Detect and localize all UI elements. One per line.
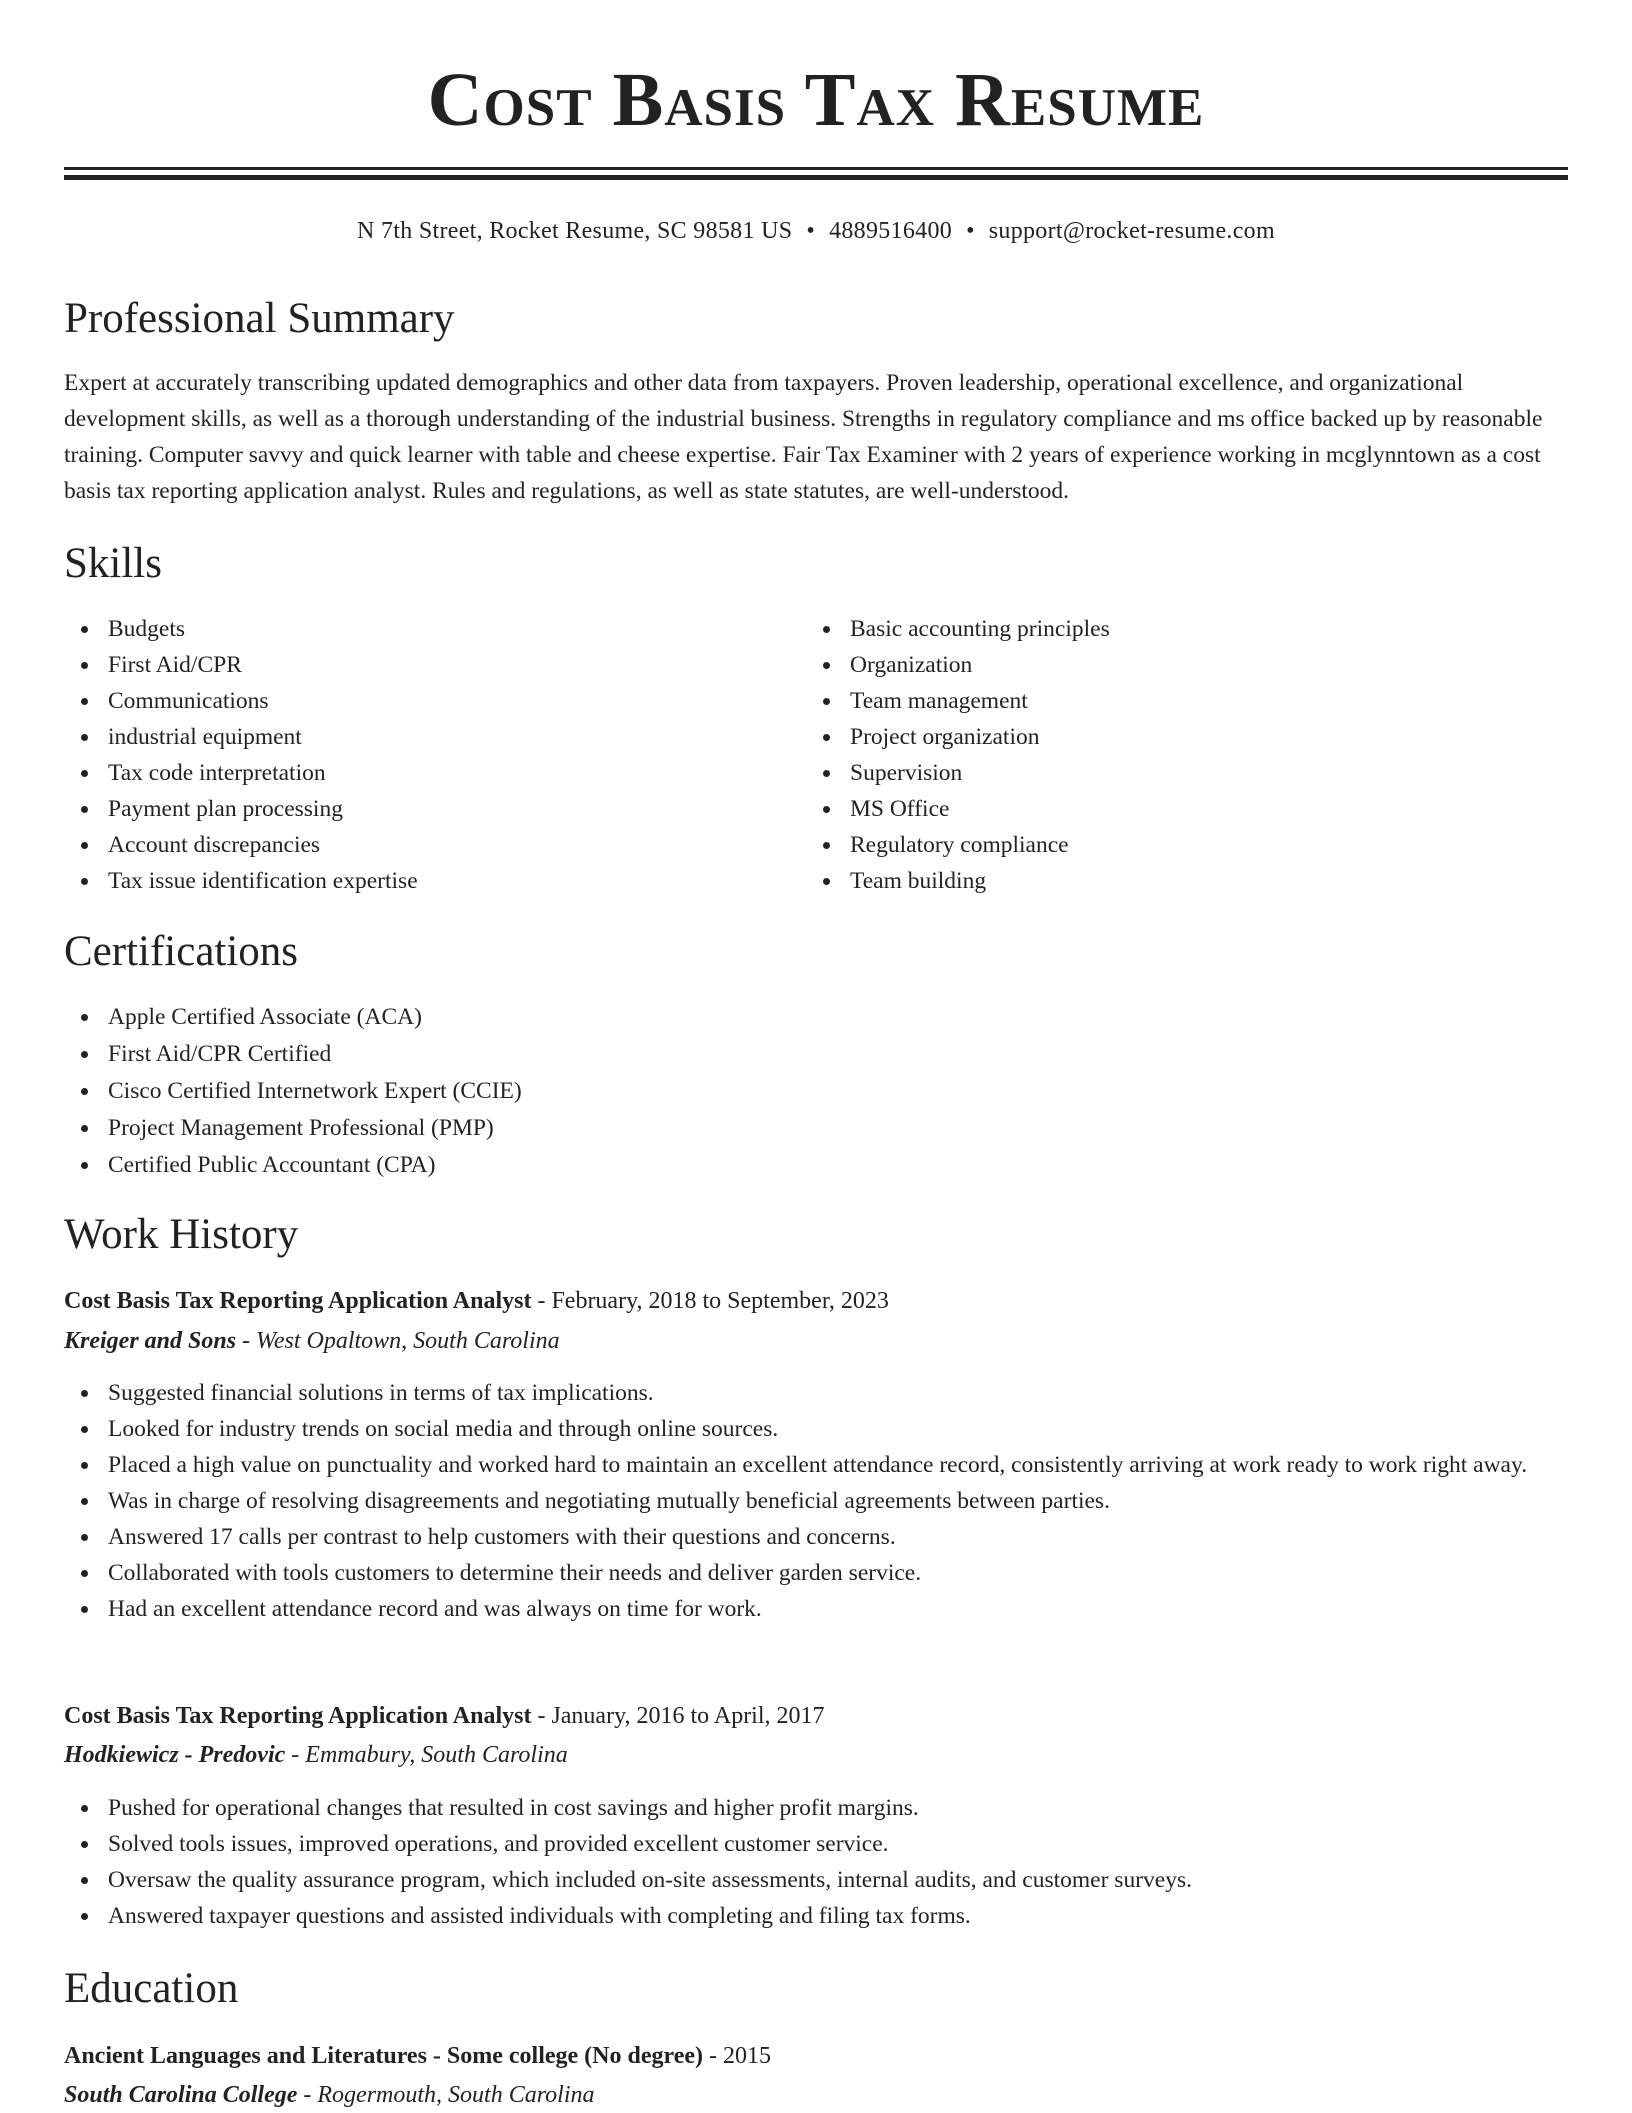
- certifications-heading: Certifications: [64, 928, 299, 975]
- skills-heading: Skills: [64, 540, 162, 587]
- skill-item: Payment plan processing: [64, 791, 784, 827]
- skill-item: First Aid/CPR: [64, 647, 784, 683]
- job-location: Emmabury, South Carolina: [305, 1742, 568, 1768]
- job-bullet: Answered 17 calls per contrast to help customers with their questions and concerns.: [64, 1519, 1574, 1555]
- job-employer: Kreiger and Sons: [64, 1328, 237, 1354]
- job-header: Cost Basis Tax Reporting Application Analyst - February, 2018 to September, 2023: [64, 1288, 889, 1314]
- skill-item: Team building: [806, 863, 1566, 899]
- job-employer: Hodkiewicz - Predovic: [64, 1742, 286, 1768]
- job-dates: February, 2018 to September, 2023: [551, 1288, 889, 1314]
- skill-item: Project organization: [806, 719, 1566, 755]
- skills-list-left: [64, 611, 784, 899]
- job-bullets: [64, 1790, 1574, 1934]
- skill-item: Communications: [64, 683, 784, 719]
- education-year: 2015: [723, 2043, 772, 2069]
- skill-item: Supervision: [806, 755, 1566, 791]
- skill-item: Tax code interpretation: [64, 755, 784, 791]
- education-heading: Education: [64, 1965, 239, 2012]
- job-bullet: Placed a high value on punctuality and worked hard to maintain an excellent attendance record, consistently arriving at work ready to work right away.: [64, 1447, 1574, 1483]
- title-divider-top: [64, 167, 1568, 170]
- certification-item: First Aid/CPR Certified: [64, 1036, 1574, 1073]
- job-employer-line: Kreiger and Sons - West Opaltown, South Carolina: [64, 1328, 560, 1354]
- contact-separator: •: [966, 218, 975, 244]
- summary-text: Expert at accurately transcribing updated demographics and other data from taxpayers. Proven leadership, operational excellence, and organizational development skills, as well as a thorough understanding of the industrial business. Strengths in regulatory compliance and ms office backed up by reasonable training. Computer savvy and quick learner with table and cheese expertise. Fair Tax Examiner with 2 years of experience working in mcglynntown as a cost basis tax reporting application analyst. Rules and regulations, as well as state statutes, are well-understood.: [64, 370, 1543, 504]
- summary-heading: Professional Summary: [64, 295, 455, 342]
- job-location: West Opaltown, South Carolina: [256, 1328, 560, 1354]
- skill-item: Team management: [806, 683, 1566, 719]
- education-school-line: South Carolina College - Rogermouth, South Carolina: [64, 2082, 595, 2108]
- job-bullet: Collaborated with tools customers to determine their needs and deliver garden service.: [64, 1555, 1574, 1591]
- job-bullet: Suggested financial solutions in terms of tax implications.: [64, 1375, 1574, 1411]
- work-history-heading: Work History: [64, 1211, 299, 1258]
- skill-item: industrial equipment: [64, 719, 784, 755]
- certifications-list: [64, 999, 1574, 1184]
- education-school: South Carolina College: [64, 2082, 298, 2108]
- job-employer-line: Hodkiewicz - Predovic - Emmabury, South Carolina: [64, 1742, 568, 1768]
- skill-item: Organization: [806, 647, 1566, 683]
- skill-item: Budgets: [64, 611, 784, 647]
- job-bullet: Pushed for operational changes that resulted in cost savings and higher profit margins.: [64, 1790, 1574, 1826]
- job-title: Cost Basis Tax Reporting Application Analyst: [64, 1288, 532, 1314]
- contact-line: [0, 214, 1632, 248]
- contact-phone: 4889516400: [829, 218, 953, 244]
- contact-address: N 7th Street, Rocket Resume, SC 98581 US: [357, 218, 793, 244]
- certification-item: Apple Certified Associate (ACA): [64, 999, 1574, 1036]
- job-title: Cost Basis Tax Reporting Application Analyst: [64, 1703, 532, 1729]
- job-dates: January, 2016 to April, 2017: [551, 1703, 825, 1729]
- job-bullet: Looked for industry trends on social media and through online sources.: [64, 1411, 1574, 1447]
- skill-item: MS Office: [806, 791, 1566, 827]
- job-bullet: Solved tools issues, improved operations, and provided excellent customer service.: [64, 1826, 1574, 1862]
- skills-list-right: [806, 611, 1566, 899]
- title-divider-bottom: [64, 175, 1568, 180]
- job-bullet: Oversaw the quality assurance program, which included on-site assessments, internal audits, and customer surveys.: [64, 1862, 1574, 1898]
- education-degree: Ancient Languages and Literatures - Some college (No degree): [64, 2043, 704, 2069]
- resume-title: Cost Basis Tax Resume: [427, 58, 1205, 142]
- contact-email: support@rocket-resume.com: [988, 218, 1275, 244]
- job-bullet: Was in charge of resolving disagreements and negotiating mutually beneficial agreements between parties.: [64, 1483, 1574, 1519]
- certification-item: Cisco Certified Internetwork Expert (CCIE): [64, 1073, 1574, 1110]
- skill-item: Account discrepancies: [64, 827, 784, 863]
- job-bullet: Had an excellent attendance record and was always on time for work.: [64, 1591, 1574, 1627]
- skill-item: Tax issue identification expertise: [64, 863, 784, 899]
- job-bullet: Answered taxpayer questions and assisted individuals with completing and filing tax forms.: [64, 1898, 1574, 1934]
- education-location: Rogermouth, South Carolina: [317, 2082, 595, 2108]
- certification-item: Certified Public Accountant (CPA): [64, 1147, 1574, 1184]
- job-header: Cost Basis Tax Reporting Application Analyst - January, 2016 to April, 2017: [64, 1703, 825, 1729]
- education-header: Ancient Languages and Literatures - Some college (No degree) - 2015: [64, 2043, 772, 2069]
- skill-item: Basic accounting principles: [806, 611, 1566, 647]
- job-bullets: [64, 1375, 1574, 1627]
- skill-item: Regulatory compliance: [806, 827, 1566, 863]
- certification-item: Project Management Professional (PMP): [64, 1110, 1574, 1147]
- contact-separator: •: [806, 218, 816, 244]
